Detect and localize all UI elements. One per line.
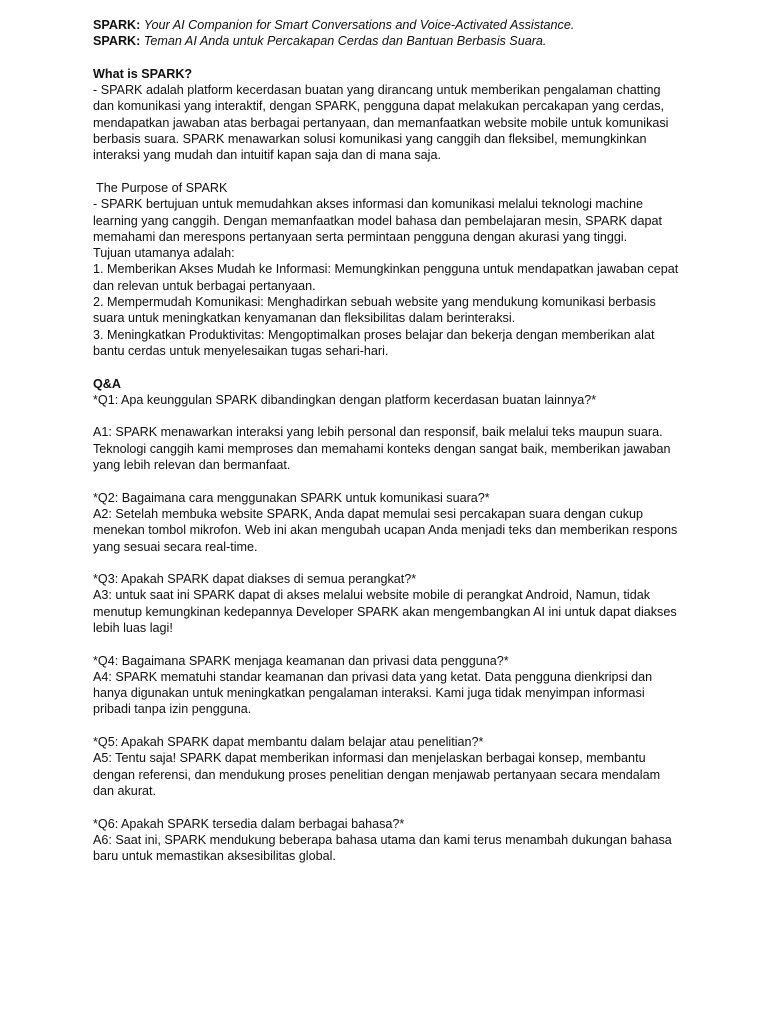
spacer [93,555,683,571]
qa-answer-5: A5: Tentu saja! SPARK dapat memberikan informasi dan menjelaskan berbagai konsep, membantu dengan referensi, dan mendukung proses penelitian dengan menjawab pertanyaan secara mendalam dan akurat. [93,751,664,798]
tagline-indonesian [93,33,683,49]
what-is-heading: What is SPARK? [93,66,193,81]
purpose-goal-3: 3. Meningkatkan Produktivitas: Mengoptimalkan proses belajar dan bekerja dengan memberikan alat bantu cerdas untuk menyelesaikan tugas sehari-hari. [93,327,658,358]
purpose-goal-1: 1. Memberikan Akses Mudah ke Informasi: Memungkinkan pengguna untuk mendapatkan jawaban cepat dan relevan untuk berbagai pertanyaan. [93,262,682,293]
qa-question-3: *Q3: Apakah SPARK dapat diakses di semua perangkat?* [93,572,417,587]
qa-answer-1: A1: SPARK menawarkan interaksi yang lebih personal dan responsif, baik melalui teks maupun suara. Teknologi canggih kami memproses dan memahami konteks dengan sangat baik, memberikan jawaban yang lebih relevan dan bermanfaat. [93,425,675,473]
qa-question-6: *Q6: Apakah SPARK tersedia dalam berbagai bahasa?* [93,816,405,831]
purpose-body: - SPARK bertujuan untuk memudahkan akses informasi dan komunikasi melalui teknologi machine learning yang canggih. Dengan memanfaatkan model bahasa dan pembelajaran mesin, SPARK dapat memahami dan merespons pertanyaan serta permintaan pengguna dengan akurasi yang tinggi. [93,197,666,244]
tagline-english [93,17,683,33]
qa-question-5: *Q5: Apakah SPARK dapat membantu dalam belajar atau penelitian?* [93,735,484,750]
qa-answer-2: A2: Setelah membuka website SPARK, Anda dapat memulai sesi percakapan suara dengan cukup menekan tombol mikrofon. Web ini akan mengubah ucapan Anda menjadi teks dan memberikan respons yang sesuai secara real-time. [93,506,681,554]
purpose-goals-intro: Tujuan utamanya adalah: [93,246,235,261]
purpose-heading: The Purpose of SPARK [96,180,228,195]
qa-heading: Q&A [93,376,121,391]
tagline-indonesian-label: SPARK: [93,34,141,49]
spacer [93,359,683,375]
qa-question-1: *Q1: Apa keunggulan SPARK dibandingkan dengan platform kecerdasan buatan lainnya?* [93,392,597,407]
qa-answer-3: A3: untuk saat ini SPARK dapat di akses melalui website mobile di perangkat Android, Namun, tidak menutup kemungkinan kedepannya Developer SPARK akan mengembangkan AI ini untuk dapat diakses lebih luas lagi! [93,588,681,635]
purpose-goal-2: 2. Mempermudah Komunikasi: Menghadirkan sebuah website yang mendukung komunikasi berbasis suara untuk meningkatkan kenyamanan dan fleksibilitas dalam berinteraksi. [93,295,660,326]
document-page [93,17,683,864]
spacer [93,636,683,652]
spacer [93,473,683,489]
spacer [93,718,683,734]
qa-answer-6: A6: Saat ini, SPARK mendukung beberapa bahasa utama dan kami terus menambah dukungan bahasa baru untuk memastikan aksesibilitas global. [93,832,676,864]
qa-question-4: *Q4: Bagaimana SPARK menjaga keamanan dan privasi data pengguna?* [93,653,509,668]
tagline-english-label: SPARK: [93,18,141,32]
qa-answer-4: A4: SPARK mematuhi standar keamanan dan privasi data yang ketat. Data pengguna dienkripsi dan hanya digunakan untuk meningkatkan pengalaman interaksi. Kami juga tidak menyimpan informasi pribadi tanpa izin pengguna. [93,669,656,717]
spacer [93,164,683,180]
spacer [93,799,683,815]
spacer [93,50,683,66]
tagline-english-text: Your AI Companion for Smart Conversations and Voice-Activated Assistance. [143,18,575,32]
spacer [93,408,683,424]
tagline-indonesian-text: Teman AI Anda untuk Percakapan Cerdas dan Bantuan Berbasis Suara. [143,34,547,49]
qa-question-2: *Q2: Bagaimana cara menggunakan SPARK untuk komunikasi suara?* [93,490,490,505]
what-is-body: - SPARK adalah platform kecerdasan buatan yang dirancang untuk memberikan pengalaman chatting dan komunikasi yang interaktif, dengan SPARK, pengguna dapat melakukan percakapan yang cerdas, mendapatkan jawaban atas berbagai pertanyaan, dan memanfaatkan website mobile untuk komunikasi berbasis suara. SPARK menawarkan solusi komunikasi yang canggih dan fleksibel, memungkinkan interaksi yang mudah dan intuitif kapan saja dan di mana saja. [93,83,672,163]
